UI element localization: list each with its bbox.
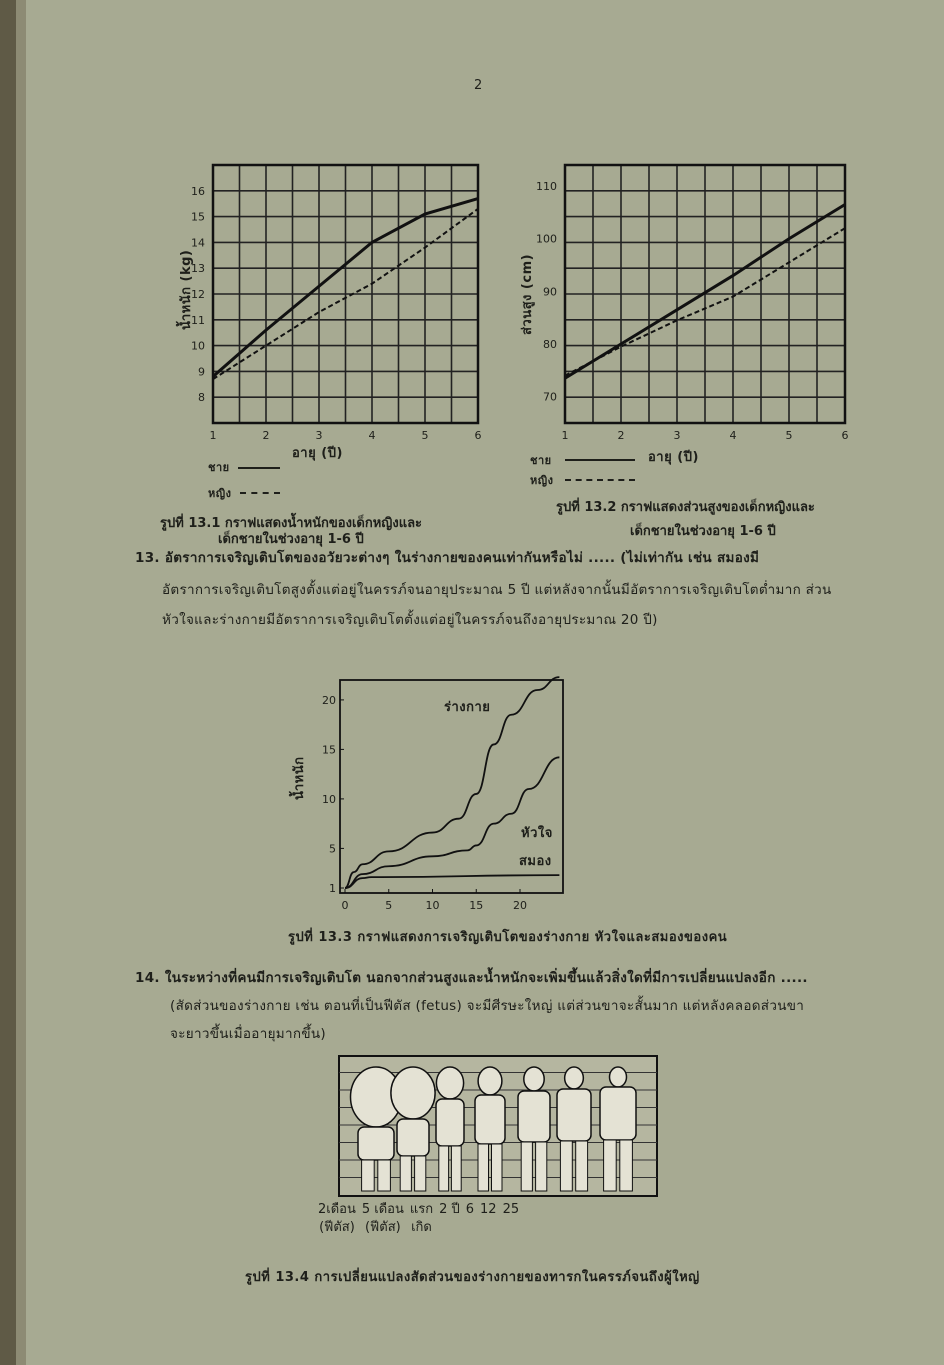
label-body: ร่างกาย <box>444 700 491 715</box>
leg-icon <box>492 1144 503 1191</box>
age-label: 2เดือน <box>318 1202 356 1217</box>
x-tick-label: 20 <box>513 899 527 912</box>
head-icon <box>436 1067 463 1099</box>
head-icon <box>610 1067 627 1087</box>
y-tick-label: 12 <box>191 288 205 301</box>
age-label: 2 ปี <box>439 1202 460 1217</box>
leg-icon <box>536 1142 547 1191</box>
torso-icon <box>600 1087 636 1140</box>
fig2-xlabel: อายุ (ปี) <box>648 450 699 465</box>
leg-icon <box>478 1144 489 1191</box>
age-column <box>318 1201 356 1237</box>
leg-icon <box>415 1156 426 1191</box>
fig4-labels <box>318 1201 519 1237</box>
age-label: 25 <box>502 1202 520 1217</box>
answer-14-line: จะยาวขึ้นเมื่ออายุมากขึ้น) <box>170 1026 326 1042</box>
age-label: 6 <box>465 1202 475 1217</box>
leg-icon <box>576 1141 588 1191</box>
legend-dashed-line <box>565 479 635 481</box>
leg-icon <box>400 1156 411 1191</box>
x-tick-label: 1 <box>209 429 217 442</box>
age-column <box>362 1201 404 1237</box>
brain-curve <box>345 875 559 888</box>
y-tick-label: 110 <box>536 180 557 194</box>
y-tick-label: 9 <box>198 365 205 379</box>
x-tick-label: 1 <box>561 429 569 442</box>
y-tick-label: 15 <box>322 743 336 757</box>
x-tick-label: 6 <box>841 429 849 442</box>
label-heart: หัวใจ <box>521 826 553 841</box>
y-tick-label: 70 <box>543 390 557 404</box>
y-tick-label: 100 <box>536 232 557 246</box>
fig2-ylabel: ส่วนสูง (cm) <box>520 253 535 335</box>
y-tick-label: 15 <box>191 210 205 224</box>
fig1-legend-boy: ชาย <box>208 461 230 474</box>
head-icon <box>524 1067 544 1091</box>
age-sublabel: (ฟีตัส) <box>319 1220 355 1235</box>
y-tick-label: 10 <box>191 339 205 353</box>
head-icon <box>391 1067 435 1119</box>
x-tick-label: 4 <box>729 429 737 442</box>
x-tick-label: 3 <box>315 429 323 442</box>
question-14: 14. ในระหว่างที่คนมีการเจริญเติบโต นอกจากส่วนสูงและน้ำหนักจะเพิ่มขึ้นแล้วสิ่งใดที่มีการเปลี่ยนแปลงอีก ..... <box>135 970 808 986</box>
x-tick-label: 15 <box>469 899 484 912</box>
y-tick-label: 13 <box>191 262 205 276</box>
label-brain: สมอง <box>519 854 552 869</box>
y-tick-label: 14 <box>191 236 205 250</box>
fig1-ylabel: น้ำหนัก (kg) <box>179 249 194 330</box>
age-column <box>439 1201 460 1219</box>
answer-14-line: (สัดส่วนของร่างกาย เช่น ตอนที่เป็นฟีตัส (fetus) จะมีศีรษะใหญ่ แต่ส่วนขาจะสั้นมาก แต่หลังคลอดส่วนขา <box>170 998 805 1014</box>
age-column <box>466 1201 474 1219</box>
answer-13-line: อัตราการเจริญเติบโตสูงตั้งแต่อยู่ในครรภ์จนอายุประมาณ 5 ปี แต่หลังจากนั้นมีอัตราการเจริญเติบโตต่ำมาก ส่วน <box>162 582 832 598</box>
leg-icon <box>604 1140 617 1191</box>
head-icon <box>565 1067 584 1089</box>
question-13: 13. อัตราการเจริญเติบโตของอวัยวะต่างๆ ในร่างกายของคนเท่ากันหรือไม่ ..... (ไม่เท่ากัน เช่น สมองมี <box>135 550 760 566</box>
fig1-xlabel: อายุ (ปี) <box>292 446 343 461</box>
torso-icon <box>557 1089 591 1141</box>
age-column <box>410 1201 433 1237</box>
fig1-legend-girl: หญิง <box>208 487 232 500</box>
body-proportion-figure <box>338 1055 658 1197</box>
leg-icon <box>362 1160 375 1191</box>
leg-icon <box>521 1142 532 1191</box>
head-icon <box>478 1067 502 1095</box>
age-label: แรก <box>409 1202 434 1217</box>
answer-13-line: หัวใจและร่างกายมีอัตราการเจริญเติบโตตั้งแต่อยู่ในครรภ์จนถึงอายุประมาณ 20 ปี) <box>162 612 658 628</box>
x-tick-label: 2 <box>617 429 625 442</box>
page-number: 2 <box>474 78 483 93</box>
leg-icon <box>560 1141 572 1191</box>
y-tick-label: 10 <box>322 792 336 806</box>
fig3-ylabel: น้ำหนัก <box>292 756 307 800</box>
fig2-caption: รูปที่ 13.2 กราฟแสดงส่วนสูงของเด็กหญิงและ <box>556 500 815 515</box>
fig4-caption: รูปที่ 13.4 การเปลี่ยนแปลงสัดส่วนของร่างกายของทารกในครรภ์จนถึงผู้ใหญ่ <box>245 1270 700 1285</box>
x-tick-label: 5 <box>385 899 393 912</box>
x-tick-label: 10 <box>425 899 440 912</box>
age-column <box>480 1201 497 1219</box>
age-label: 12 <box>480 1202 497 1217</box>
leg-icon <box>378 1160 391 1191</box>
y-tick-label: 5 <box>329 842 336 856</box>
fig3-caption: รูปที่ 13.3 กราฟแสดงการเจริญเติบโตของร่างกาย หัวใจและสมองของคน <box>288 930 728 945</box>
x-tick-label: 3 <box>673 429 681 442</box>
torso-icon <box>518 1091 550 1142</box>
leg-icon <box>620 1140 633 1191</box>
fig2-caption: เด็กชายในช่วงอายุ 1-6 ปี <box>630 524 776 539</box>
legend-solid-line <box>238 467 280 469</box>
torso-icon <box>397 1119 429 1156</box>
leg-icon <box>439 1146 449 1191</box>
torso-icon <box>358 1127 394 1160</box>
x-tick-label: 5 <box>785 429 793 442</box>
age-column <box>503 1201 520 1219</box>
x-tick-label: 0 <box>341 899 349 912</box>
legend-solid-line <box>565 459 635 461</box>
x-tick-label: 5 <box>421 429 429 442</box>
age-label: 5 เดือน <box>361 1202 404 1217</box>
leg-icon <box>451 1146 461 1191</box>
fig1-caption: รูปที่ 13.1 กราฟแสดงน้ำหนักของเด็กหญิงและ <box>160 516 423 531</box>
y-tick-label: 16 <box>191 184 205 198</box>
torso-icon <box>436 1099 464 1146</box>
x-tick-label: 6 <box>474 429 482 442</box>
fig2-legend-girl: หญิง <box>530 474 554 487</box>
legend-dashed-line <box>240 492 280 494</box>
x-tick-label: 2 <box>262 429 270 442</box>
y-tick-label: 1 <box>329 882 336 895</box>
y-tick-label: 80 <box>543 338 557 352</box>
age-sublabel: (ฟีตัส) <box>364 1220 401 1235</box>
y-tick-label: 8 <box>198 391 205 405</box>
fig2-legend-boy: ชาย <box>530 454 552 467</box>
y-tick-label: 11 <box>191 313 205 327</box>
y-tick-label: 20 <box>322 693 336 707</box>
y-tick-label: 90 <box>543 285 557 299</box>
torso-icon <box>475 1095 505 1144</box>
x-tick-label: 4 <box>368 429 376 442</box>
age-sublabel: เกิด <box>411 1220 432 1235</box>
fig1-caption: เด็กชายในช่วงอายุ 1-6 ปี <box>218 532 364 547</box>
